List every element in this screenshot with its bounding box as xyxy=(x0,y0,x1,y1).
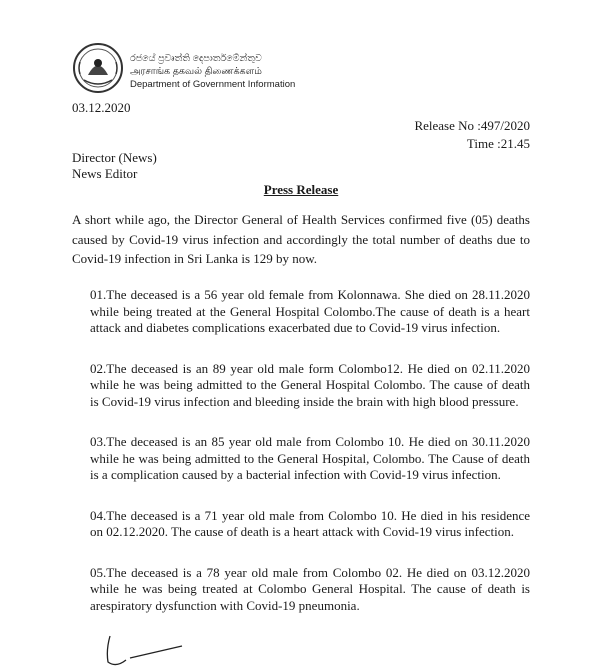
letterhead xyxy=(72,42,392,94)
item-number: 03. xyxy=(90,434,107,449)
list-item xyxy=(90,508,530,541)
item-number: 05. xyxy=(90,564,107,580)
item-number: 04. xyxy=(90,507,107,523)
item-text: The deceased is a 71 year old male from Colombo 10. He died in his residence on 02.12.2020. The cause of death is a heart attack with Covid-19 virus infection. xyxy=(90,507,530,539)
department-name-sinhala: රජයේ ප්‍රවෘත්ති දෙපාර්තමේන්තුව xyxy=(130,53,262,64)
government-emblem-icon xyxy=(72,42,124,94)
release-date: 03.12.2020 xyxy=(72,100,131,115)
deceased-list xyxy=(90,287,530,638)
department-name-tamil: அரசாங்க தகவல் திணைக்களம் xyxy=(130,66,262,77)
item-number: 02. xyxy=(90,360,107,376)
item-number: 01. xyxy=(90,287,107,302)
intro-paragraph: A short while ago, the Director General of Health Services confirmed five (05) deaths caused by Covid-19 virus infection and accordingly the total number of deaths due to Covid-19 infection in Sri Lanka is 129 by now. xyxy=(72,212,530,266)
release-number: Release No :497/2020 xyxy=(414,118,530,133)
item-text: The deceased is a 78 year old male from Colombo 02. He died on 03.12.2020 while he was being treated at Colombo General Hospital. The cause of death is arespiratory dysfunction with Covid-19 pneumonia. xyxy=(90,564,530,613)
signature-mark xyxy=(96,632,216,668)
document-title: Press Release xyxy=(263,182,339,197)
list-item xyxy=(90,434,530,484)
list-item xyxy=(90,287,530,337)
item-text: The deceased is an 89 year old male form Colombo12. He died on 02.11.2020 while he was being admitted to the General Hospital Colombo. The cause of death is Covid-19 virus infection and bleeding inside the brain with high blood pressure. xyxy=(90,360,530,409)
addressee-line-2: News Editor xyxy=(72,166,138,181)
list-item xyxy=(90,361,530,411)
release-info xyxy=(414,117,530,153)
release-time: Time :21.45 xyxy=(466,136,530,151)
item-text: The deceased is a 56 year old female from Kolonnawa. She died on 28.11.2020 while being treated at the General Hospital Colombo.The cause of death is a heart attack and diabetes complications exacerbated due to Covid-19 virus infection. xyxy=(90,287,530,335)
addressee-line-1: Director (News) xyxy=(72,150,157,165)
list-item xyxy=(90,565,530,615)
addressee xyxy=(72,150,157,182)
item-text: The deceased is an 85 year old male from Colombo 10. He died on 30.11.2020 while he was being admitted to the General Hospital, Colombo. The Cause of death is a complication caused by a bacterial infection with Covid-19 virus infection. xyxy=(90,434,530,482)
department-name-english: Department of Government Information xyxy=(130,79,296,90)
